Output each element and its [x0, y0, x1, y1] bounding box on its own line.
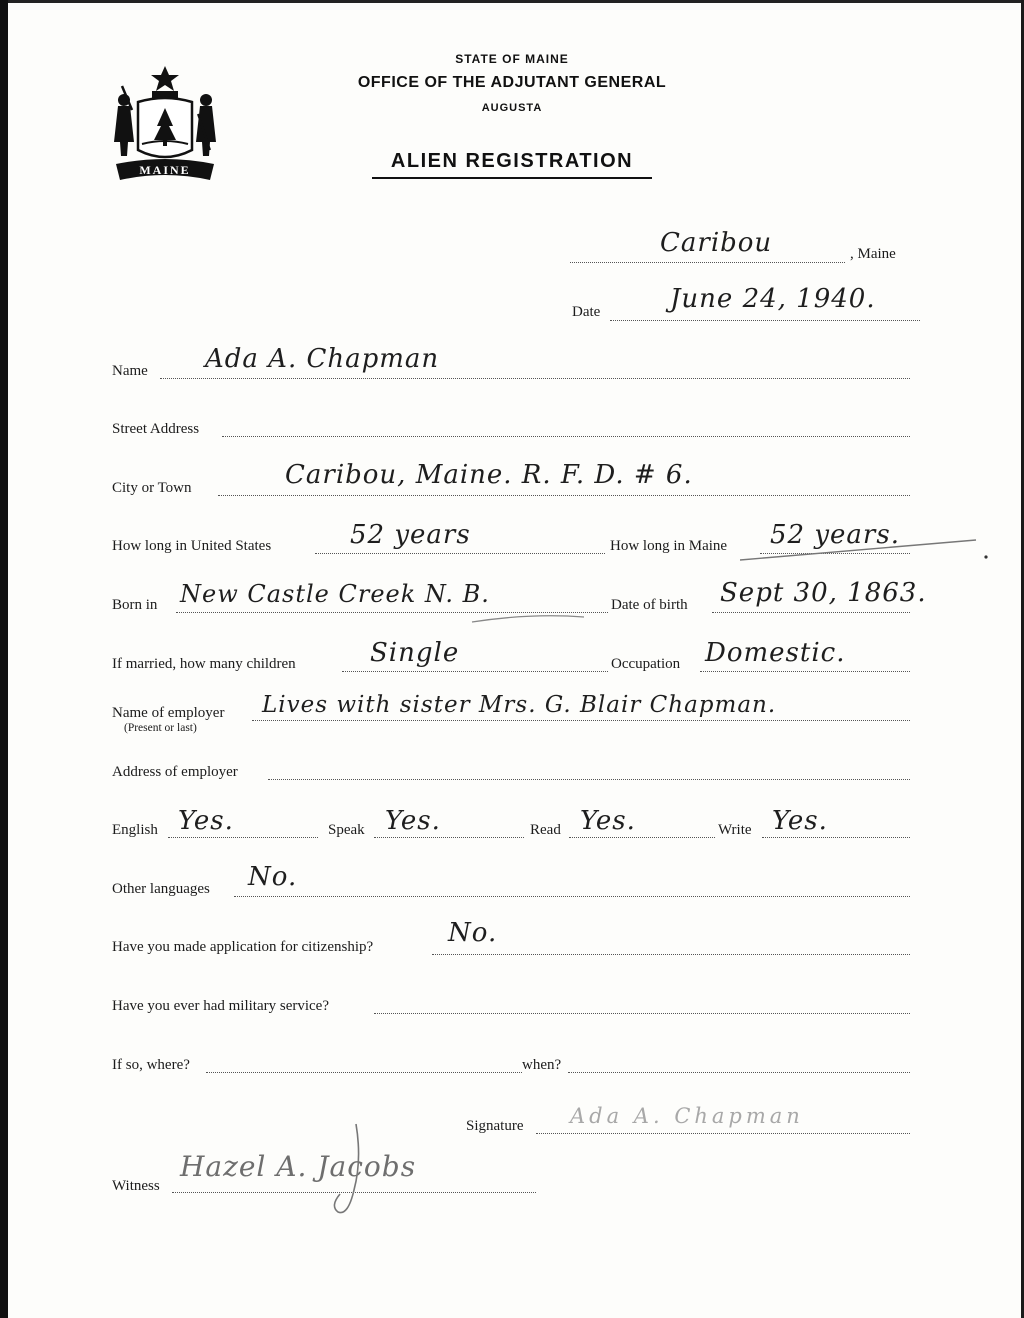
citizenship-value: No. — [448, 918, 498, 948]
date-of-birth-dots — [712, 612, 910, 613]
witness-value: Hazel A. Jacobs — [180, 1150, 417, 1183]
signature-value: Ada A. Chapman — [570, 1104, 804, 1128]
speak-label: Speak — [328, 822, 365, 838]
speak-dots — [374, 837, 524, 838]
born-in-label: Born in — [112, 597, 158, 613]
read-value: Yes. — [580, 806, 636, 836]
military-dots — [374, 1013, 910, 1014]
born-in-value: New Castle Creek N. B. — [180, 580, 490, 608]
write-label: Write — [718, 822, 752, 838]
name-label: Name — [112, 363, 148, 379]
city-town-value: Caribou, Maine. R. F. D. # 6. — [285, 460, 693, 490]
other-languages-label: Other languages — [112, 881, 210, 897]
seal-banner-text: MAINE — [139, 163, 191, 177]
town-value: Caribou — [660, 228, 773, 258]
how-long-us-value: 52 years — [350, 520, 471, 550]
occupation-label: Occupation — [611, 656, 681, 672]
date-label: Date — [572, 304, 601, 320]
date-of-birth-value: Sept 30, 1863. — [720, 578, 927, 608]
read-label: Read — [530, 822, 561, 838]
signature-dots — [536, 1133, 910, 1134]
occupation-dots — [700, 671, 910, 672]
header-office: OFFICE OF THE ADJUTANT GENERAL — [357, 74, 667, 91]
speak-value: Yes. — [385, 806, 441, 836]
how-long-us-label: How long in United States — [112, 538, 272, 554]
children-value: Single — [370, 638, 460, 668]
form-title: ALIEN REGISTRATION — [390, 150, 634, 172]
employer-note: (Present or last) — [124, 722, 197, 734]
write-value: Yes. — [772, 806, 828, 836]
employer-name-value: Lives with sister Mrs. G. Blair Chapman. — [262, 692, 777, 718]
how-long-maine-label: How long in Maine — [610, 538, 728, 554]
citizenship-label: Have you made application for citizenship? — [112, 939, 374, 955]
date-of-birth-label: Date of birth — [611, 597, 688, 613]
name-value: Ada A. Chapman — [205, 344, 440, 374]
date-dots — [610, 320, 920, 321]
street-address-dots — [222, 436, 910, 437]
military-label: Have you ever had military service? — [112, 998, 329, 1014]
scan-border-top — [0, 0, 1024, 3]
english-label: English — [112, 822, 158, 838]
when-label: when? — [522, 1057, 562, 1073]
other-languages-dots — [234, 896, 910, 897]
write-dots — [762, 837, 910, 838]
employer-name-label: Name of employer — [112, 705, 225, 721]
signature-label: Signature — [466, 1118, 524, 1134]
occupation-value: Domestic. — [705, 638, 846, 668]
name-dots — [160, 378, 910, 379]
header-state: STATE OF MAINE — [455, 52, 569, 66]
city-town-dots — [218, 495, 910, 496]
header-city: AUGUSTA — [481, 102, 543, 114]
town-dots — [570, 262, 845, 263]
where-label: If so, where? — [112, 1057, 190, 1073]
employer-address-dots — [268, 779, 910, 780]
town-state-label: , Maine — [850, 246, 896, 262]
employer-name-dots — [252, 720, 910, 721]
read-dots — [569, 837, 715, 838]
where-dots — [206, 1072, 522, 1073]
scan-border-left — [0, 0, 8, 1318]
employer-address-label: Address of employer — [112, 764, 238, 780]
street-address-label: Street Address — [112, 421, 200, 437]
children-dots — [342, 671, 608, 672]
pencil-descender-stroke — [326, 1120, 376, 1220]
date-value: June 24, 1940. — [670, 284, 876, 314]
how-long-maine-value: 52 years. — [770, 520, 900, 550]
witness-label: Witness — [112, 1178, 160, 1194]
how-long-us-dots — [315, 553, 605, 554]
underline-stroke — [470, 610, 590, 626]
other-languages-value: No. — [248, 862, 298, 892]
children-label: If married, how many children — [112, 656, 296, 672]
english-dots — [168, 837, 318, 838]
english-value: Yes. — [178, 806, 234, 836]
pen-flourish-mark — [740, 536, 990, 566]
citizenship-dots — [432, 954, 910, 955]
city-town-label: City or Town — [112, 480, 192, 496]
when-dots — [568, 1072, 910, 1073]
title-underline — [372, 177, 652, 179]
